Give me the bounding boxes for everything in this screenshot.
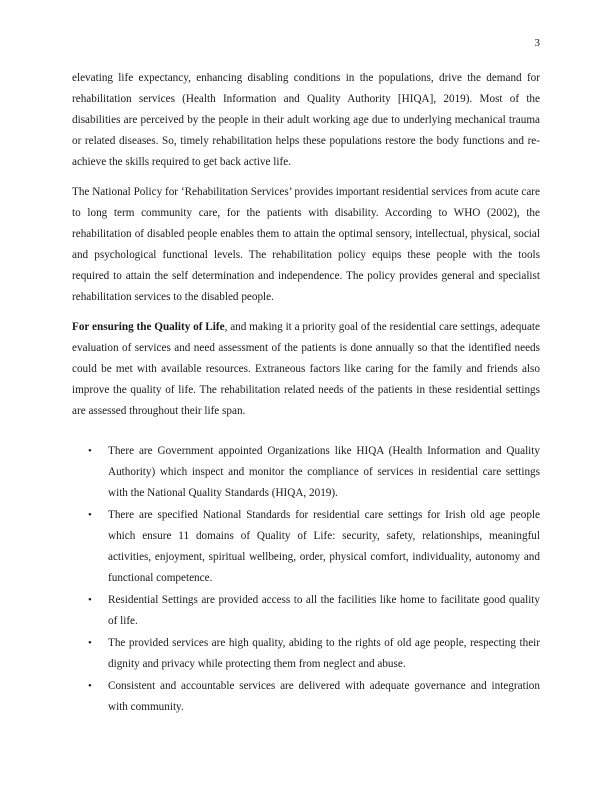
paragraph-quality-of-life	[72, 317, 540, 422]
list-item	[72, 676, 540, 718]
paragraph-national-policy: The National Policy for ‘Rehabilitation Services’ provides important residential services from acute care to long term community care, for the patients with disability. According to WHO (2002), the rehabilitation of disabled people enables them to attain the optimal sensory, intellectual, physical, social and psychological functional levels. The rehabilitation policy equips these people with the tools required to attain the self determination and independence. The policy provides general and specialist rehabilitation services to the disabled people.	[72, 186, 540, 303]
list-item-text: Consistent and accountable services are delivered with adequate governance and integration with community.	[108, 680, 540, 713]
list-item	[72, 505, 540, 589]
list-item	[72, 441, 540, 504]
paragraph-life-expectancy: elevating life expectancy, enhancing disabling conditions in the populations, drive the demand for rehabilitation services (Health Information and Quality Authority [HIQA], 2019). Most of the disabilities are perceived by the people in their adult working age due to underlying mechanical trauma or related diseases. So, timely rehabilitation helps these populations restore the body functions and re-achieve the skills required to get back active life.	[72, 72, 540, 168]
bullet-marker: •	[88, 509, 92, 521]
bullet-marker: •	[88, 680, 92, 692]
list-item	[72, 633, 540, 675]
bullet-marker: •	[88, 637, 92, 649]
bullet-marker: •	[88, 594, 92, 606]
page-body	[72, 68, 540, 719]
paragraph-text: , and making it a priority goal of the residential care settings, adequate evaluation of services and need assessment of the patients is done annually so that the identified needs could be met with available resources. Extraneous factors like caring for the family and friends also improve the quality of life. The rehabilitation related needs of the patients in these residential settings are assessed throughout their life span.	[72, 321, 541, 417]
list-item	[72, 590, 540, 632]
list-item-text: There are Government appointed Organizations like HIQA (Health Information and Quality Authority) which inspect and monitor the compliance of services in residential care settings with the National Quality Standards (HIQA, 2019).	[108, 445, 540, 499]
paragraph-bold-lead: For ensuring the Quality of Life	[72, 321, 225, 333]
list-item-text: Residential Settings are provided access to all the facilities like home to facilitate good quality of life.	[108, 594, 540, 627]
bullet-marker: •	[88, 445, 92, 457]
bullet-list	[72, 441, 540, 718]
page-number: 3	[534, 37, 540, 49]
list-item-text: The provided services are high quality, abiding to the rights of old age people, respecting their dignity and privacy while protecting them from neglect and abuse.	[108, 637, 540, 670]
list-item-text: There are specified National Standards for residential care settings for Irish old age people which ensure 11 domains of Quality of Life: security, safety, relationships, meaningful activities, enjoyment, spiritual wellbeing, order, physical comfort, individuality, autonomy and functional competence.	[108, 509, 540, 584]
